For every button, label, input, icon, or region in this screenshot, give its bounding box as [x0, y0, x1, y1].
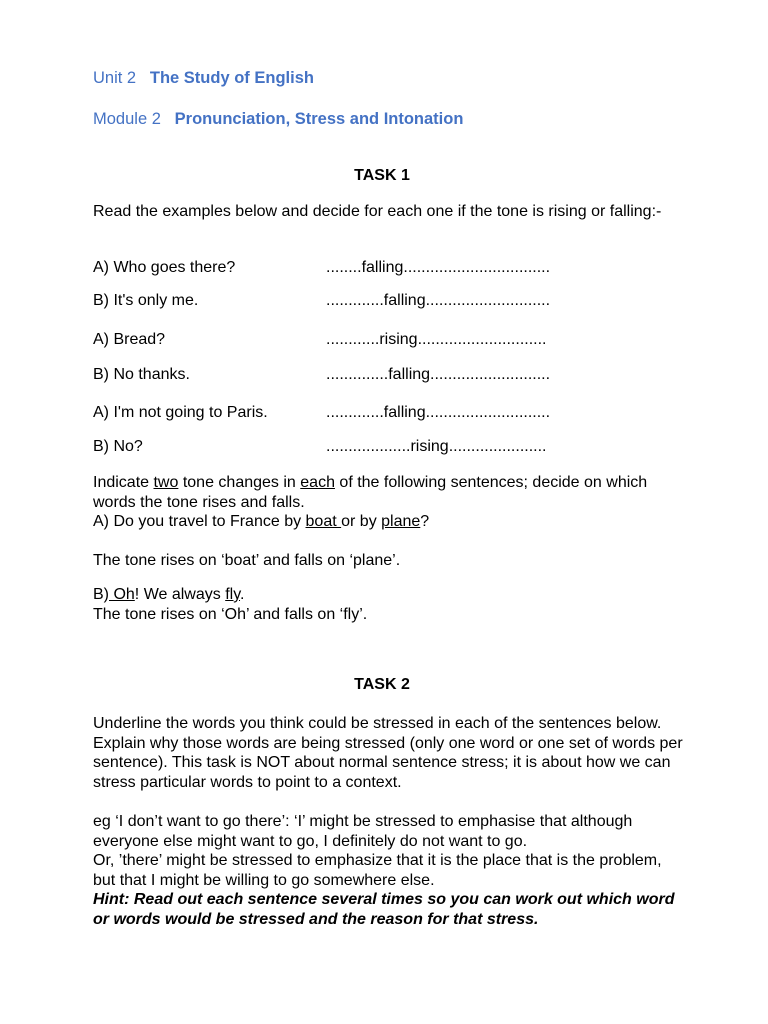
- underlined-word: fly: [225, 586, 241, 603]
- answer-a: The tone rises on ‘boat’ and falls on ‘plane’.: [93, 552, 401, 569]
- question-a: [93, 512, 429, 532]
- example-row: [93, 437, 547, 457]
- task2-example-2: Or, ’there’ might be stressed to emphasize that it is the place that is the problem, but that I might be willing to go somewhere else.: [93, 852, 662, 889]
- example-answer: .............falling............................: [326, 292, 551, 309]
- question-text: B): [93, 586, 109, 603]
- example-sentence: B) No?: [93, 438, 143, 455]
- example-answer: ........falling.................................: [326, 259, 551, 276]
- example-sentence: A) I'm not going to Paris.: [93, 404, 268, 421]
- unit-title: The Study of English: [149, 69, 314, 87]
- underlined-word: boat: [305, 513, 342, 530]
- question-text: ?: [420, 513, 430, 530]
- example-row: [93, 365, 551, 385]
- question-text: A) Do you travel to France by: [93, 513, 306, 530]
- example-answer: ...................rising......................: [326, 438, 547, 455]
- question-b: [93, 585, 244, 605]
- question-text: or by: [341, 513, 382, 530]
- underlined-word: two: [153, 474, 179, 491]
- example-sentence: A) Bread?: [93, 331, 166, 348]
- tone-instruction: [93, 473, 683, 512]
- example-sentence: B) No thanks.: [93, 366, 190, 383]
- example-sentence: A) Who goes there?: [93, 259, 236, 276]
- task2-title: TASK 2: [354, 676, 410, 693]
- tone-instruction-text: tone changes in: [178, 474, 301, 491]
- unit-label: Unit 2: [93, 69, 137, 87]
- module-label: Module 2: [93, 110, 161, 128]
- underlined-word: each: [300, 474, 335, 491]
- task2-example-1: eg ‘I don’t want to go there’: ‘I’ might be stressed to emphasise that although everyone else might want to go, I definitely do not want to go.: [93, 813, 633, 850]
- module-heading: [93, 110, 463, 130]
- example-sentence: B) It's only me.: [93, 292, 199, 309]
- task2-hint: Hint: Read out each sentence several times so you can work out which word or words would be stressed and the reason for that stress.: [93, 891, 675, 928]
- example-answer: ..............falling...........................: [326, 366, 551, 383]
- example-row: [93, 330, 547, 350]
- underlined-word: plane: [381, 513, 421, 530]
- task2-instruction: Underline the words you think could be stressed in each of the sentences below. Explain why those words are being stressed (only one word or one set of words per sentence). This task is NOT about normal sentence stress; it is about how we can stress particular words to point to a context.: [93, 715, 683, 791]
- tone-instruction-text: of the following sentences; decide on which words the tone rises and falls.: [93, 474, 648, 511]
- answer-b: The tone rises on ‘Oh’ and falls on ‘fly’.: [93, 606, 368, 623]
- example-answer: ............rising.............................: [326, 331, 547, 348]
- question-text: .: [240, 586, 245, 603]
- example-row: [93, 291, 551, 311]
- module-title: Pronunciation, Stress and Intonation: [174, 110, 464, 128]
- question-text: ! We always: [134, 586, 226, 603]
- example-answer: .............falling............................: [326, 404, 551, 421]
- task1-title: TASK 1: [354, 167, 410, 184]
- task1-instruction: Read the examples below and decide for each one if the tone is rising or falling:-: [93, 203, 662, 220]
- underlined-word: Oh: [109, 586, 135, 603]
- unit-heading: [93, 69, 314, 89]
- example-row: [93, 403, 551, 423]
- example-row: [93, 258, 551, 278]
- tone-instruction-text: Indicate: [93, 474, 154, 491]
